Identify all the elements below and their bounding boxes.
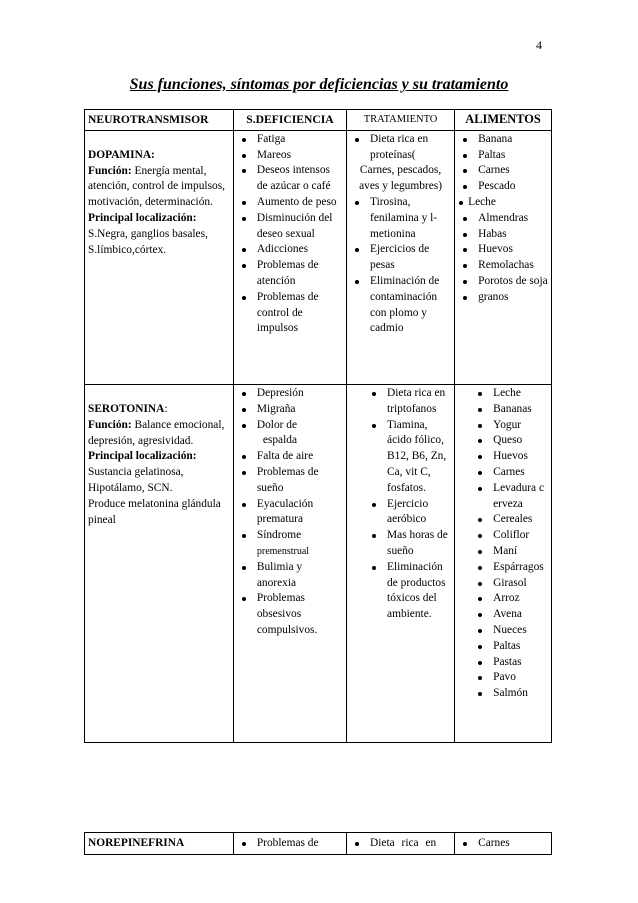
table-header-row xyxy=(85,110,552,131)
list-item: Dieta rica en proteínas( xyxy=(350,132,451,164)
list-item: Salmón xyxy=(473,686,549,702)
list-item: Habas xyxy=(458,227,548,243)
page-number: 4 xyxy=(536,38,542,52)
table-row xyxy=(85,385,552,743)
serotonina-name-line xyxy=(88,402,230,418)
serotonina-tratamiento-list xyxy=(367,386,450,623)
dopamina-alimentos-list xyxy=(458,132,548,306)
serotonina-alimentos-list xyxy=(473,386,549,702)
header-neurotransmisor: NEUROTRANSMISOR xyxy=(85,110,234,131)
list-item: Fatiga xyxy=(237,132,343,148)
norepinefrina-table xyxy=(84,832,552,855)
dopamina-tratamiento-list xyxy=(350,132,451,164)
serotonina-alimentos-cell xyxy=(455,385,552,743)
list-item: granos xyxy=(458,290,548,306)
serotonina-extra: Produce melatonina glándula pineal xyxy=(88,497,221,526)
list-item: Ejercicio aeróbico xyxy=(367,497,450,529)
list-item: Paltas xyxy=(458,148,548,164)
table-row xyxy=(85,833,552,855)
list-item: Espárragos xyxy=(473,560,549,576)
list-item: Dieta rica en triptofanos xyxy=(367,386,450,418)
serotonina-funcion-label: Función: xyxy=(88,418,132,431)
list-item: Problemas obsesivos compulsivos. xyxy=(237,591,343,638)
list-item: Avena xyxy=(473,607,549,623)
list-item: Problemas de sueño xyxy=(237,465,343,497)
dopamina-name: DOPAMINA: xyxy=(88,148,155,161)
dopamina-localizacion-text: S.Negra, ganglios basales, S.límbico,córtex. xyxy=(88,227,208,256)
dopamina-table xyxy=(84,109,552,385)
norepinefrina-alimentos-list xyxy=(458,836,548,852)
serotonina-deficiencia-list xyxy=(237,386,343,639)
norepinefrina-tratamiento-cell xyxy=(347,833,455,855)
norepinefrina-alimentos-cell xyxy=(455,833,552,855)
norepinefrina-name: NOREPINEFRINA xyxy=(85,833,234,855)
list-item: Queso xyxy=(473,433,549,449)
list-item: Problemas de xyxy=(237,836,343,852)
list-item: Huevos xyxy=(473,449,549,465)
list-item: Pastas xyxy=(473,655,549,671)
list-item: Leche xyxy=(473,386,549,402)
list-item: premenstrual xyxy=(256,545,310,557)
serotonina-table xyxy=(84,384,552,743)
serotonina-info-cell xyxy=(85,385,234,743)
list-item: Maní xyxy=(473,544,549,560)
dopamina-localizacion-label: Principal localización: xyxy=(88,211,197,224)
list-item: Porotos de soja xyxy=(458,274,548,290)
serotonina-tratamiento-cell xyxy=(347,385,455,743)
serotonina-funcion-text: Balance emocional, depresión, agresividad. xyxy=(88,418,225,447)
list-item: Deseos intensos de azúcar o café xyxy=(237,163,343,195)
list-item: Cereales xyxy=(473,512,549,528)
list-item: Eliminación de contaminación con plomo y cadmio xyxy=(350,274,451,337)
serotonina-localizacion-text: Sustancia gelatinosa, Hipotálamo, SCN. xyxy=(88,466,184,494)
dopamina-tratamiento-dieta-cont: Carnes, pescados, aves y legumbres) xyxy=(359,164,442,193)
list-item: Eliminación de productos tóxicos del ambiente. xyxy=(367,560,450,623)
serotonina-deficiencia-cell xyxy=(233,385,346,743)
list-item: Adicciones xyxy=(237,242,343,258)
list-item: Arroz xyxy=(473,591,549,607)
dopamina-info-cell xyxy=(85,130,234,384)
list-item: Migraña xyxy=(237,402,343,418)
list-item: Girasol xyxy=(473,576,549,592)
list-item: Yogur xyxy=(473,418,549,434)
serotonina-name: SEROTONINA xyxy=(88,403,165,415)
dopamina-tratamiento-cell xyxy=(347,130,455,384)
list-item: Pescado xyxy=(458,179,548,195)
header-alimentos: ALIMENTOS xyxy=(455,110,552,131)
list-item: Coliflor xyxy=(473,528,549,544)
list-item: Ejercicios de pesas xyxy=(350,242,451,274)
list-item: Leche xyxy=(458,195,548,211)
list-item: Remolachas xyxy=(458,258,548,274)
serotonina-localizacion-label: Principal localización: xyxy=(88,450,197,463)
dopamina-funcion xyxy=(88,164,230,211)
list-item: Banana xyxy=(458,132,548,148)
list-item: Carnes xyxy=(458,163,548,179)
dopamina-deficiencia-list xyxy=(237,132,343,337)
list-item: espalda xyxy=(262,434,298,447)
list-item: Aumento de peso xyxy=(237,195,343,211)
list-item: Nueces xyxy=(473,623,549,639)
norepinefrina-tratamiento-list xyxy=(350,836,451,852)
dopamina-deficiencia-cell xyxy=(233,130,346,384)
table-row xyxy=(85,130,552,384)
list-item: Problemas de control de impulsos xyxy=(237,290,343,337)
list-item: Problemas de atención xyxy=(237,258,343,290)
list-item: Dolor de xyxy=(237,418,343,434)
list-item: Depresión xyxy=(237,386,343,402)
norepinefrina-deficiencia-list xyxy=(237,836,343,852)
page-title: Sus funciones, síntomas por deficiencias y su tratamiento xyxy=(129,76,509,93)
serotonina-name-colon: : xyxy=(164,403,168,415)
list-item: Dieta rica en xyxy=(350,836,451,852)
norepinefrina-deficiencia-cell xyxy=(233,833,346,855)
serotonina-funcion xyxy=(88,418,230,450)
list-item: Pavo xyxy=(473,670,549,686)
list-item: Tiamina, ácido fólico, B12, B6, Zn, Ca, vit C, fosfatos. xyxy=(367,418,450,497)
list-item: Paltas xyxy=(473,639,549,655)
dopamina-tratamiento-list-2 xyxy=(350,195,451,337)
list-item: Almendras xyxy=(458,211,548,227)
list-item: Mareos xyxy=(237,148,343,164)
list-item: Falta de aire xyxy=(237,449,343,465)
list-item: Disminución del deseo sexual xyxy=(237,211,343,243)
dopamina-funcion-label: Función: xyxy=(88,164,132,177)
list-item: Levadura cerveza xyxy=(473,481,549,513)
list-item: Tirosina, fenilamina y l-metionina xyxy=(350,195,451,242)
header-tratamiento: TRATAMIENTO xyxy=(347,110,455,131)
list-item: Síndrome xyxy=(237,528,343,544)
list-item: Mas horas de sueño xyxy=(367,528,450,560)
list-item: Bulimia y anorexia xyxy=(237,560,343,592)
list-item: Huevos xyxy=(458,242,548,258)
list-item: Eyaculación prematura xyxy=(237,497,343,529)
list-item: Bananas xyxy=(473,402,549,418)
dopamina-alimentos-cell xyxy=(455,130,552,384)
header-deficiencia: S.DEFICIENCIA xyxy=(233,110,346,131)
list-item: Carnes xyxy=(473,465,549,481)
list-item: Carnes xyxy=(458,836,548,852)
dopamina-funcion-text: Energía mental, atención, control de impulsos, motivación, determinación. xyxy=(88,164,225,209)
